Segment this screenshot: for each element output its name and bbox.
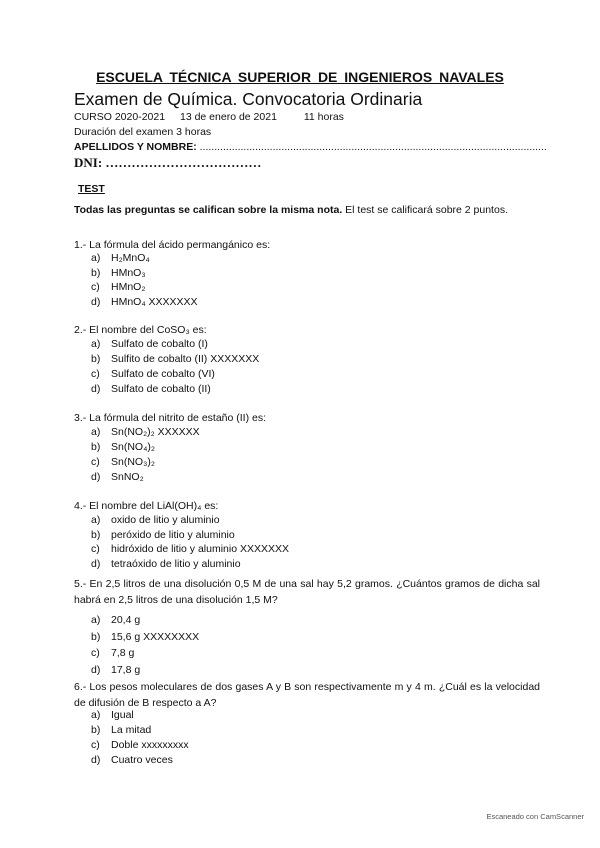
scanner-watermark: Escaneado con CamScanner bbox=[486, 812, 584, 821]
dni-dots: ……………………………… bbox=[105, 155, 262, 170]
option-2b: b) Sulfito de cobalto (II) XXXXXXX bbox=[91, 353, 260, 365]
option-1a: a) H₂MnO₄ bbox=[91, 252, 150, 264]
exam-date: 13 de enero de 2021 bbox=[179, 111, 277, 123]
option-2a: a) Sulfato de cobalto (I) bbox=[91, 338, 208, 350]
option-3c: c) Sn(NO₃)₂ bbox=[91, 456, 155, 468]
exam-time: 11 horas bbox=[303, 111, 344, 123]
school-name: ESCUELA TÉCNICA SUPERIOR DE INGENIEROS NAVALES bbox=[96, 69, 504, 85]
names-label: APELLIDOS Y NOMBRE: bbox=[74, 141, 197, 153]
option-3d: d) SnNO₂ bbox=[91, 471, 144, 483]
dni-field bbox=[74, 155, 261, 171]
question-5: 5.- En 2,5 litros de una disolución 0,5 M de una sal hay 5,2 gramos. ¿Cuántos gramos de dicha sal habrá en 2,5 litros de una disolución 1,5 M? bbox=[74, 578, 540, 606]
duration: Duración del examen 3 horas bbox=[74, 126, 212, 138]
option-6b: b) La mitad bbox=[91, 724, 152, 736]
test-heading: TEST bbox=[78, 183, 105, 195]
option-5c: c) 7,8 g bbox=[91, 647, 135, 659]
names-field bbox=[74, 141, 547, 153]
question-6: 6.- Los pesos moleculares de dos gases A y B son respectivamente m y 4 m. ¿Cuál es la velocidad de difusión de B respecto a A? bbox=[74, 681, 540, 709]
option-5a: a) 20,4 g bbox=[91, 614, 141, 626]
instructions bbox=[74, 204, 508, 216]
instructions-bold: Todas las preguntas se califican sobre la misma nota. bbox=[74, 204, 343, 216]
option-4a: a) oxido de litio y aluminio bbox=[91, 514, 220, 526]
option-1c: c) HMnO₂ bbox=[91, 281, 146, 293]
option-4c: c) hidróxido de litio y aluminio XXXXXXX bbox=[91, 543, 290, 555]
question-1: 1.- La fórmula del ácido permangánico es: bbox=[74, 239, 271, 251]
option-5b: b) 15,6 g XXXXXXXX bbox=[91, 630, 200, 643]
question-2: 2.- El nombre del CoSO₃ es: bbox=[74, 324, 207, 336]
option-5d: d) 17,8 g bbox=[91, 663, 141, 676]
dni-label: DNI: bbox=[74, 155, 103, 170]
question-6-options bbox=[91, 708, 189, 768]
option-6a: a) Igual bbox=[91, 709, 134, 721]
question-2-options bbox=[91, 337, 259, 397]
option-6c: c) Doble xxxxxxxxx bbox=[91, 739, 189, 751]
option-3a: a) Sn(NO₂)₂ XXXXXX bbox=[91, 426, 200, 438]
question-3: 3.- La fórmula del nitrito de estaño (II) es: bbox=[74, 412, 267, 424]
option-2c: c) Sulfato de cobalto (VI) bbox=[91, 368, 215, 380]
option-1d: d) HMnO₄ XXXXXXX bbox=[91, 295, 198, 308]
option-4d: d) tetraóxido de litio y aluminio bbox=[91, 557, 241, 570]
question-4: 4.- El nombre del LiAl(OH)₄ es: bbox=[74, 500, 219, 512]
option-3b: b) Sn(NO₄)₂ bbox=[91, 441, 155, 453]
question-5-options bbox=[91, 612, 199, 678]
instructions-rest: El test se calificará sobre 2 puntos. bbox=[342, 204, 508, 216]
option-4b: b) peróxido de litio y aluminio bbox=[91, 528, 235, 541]
course: CURSO 2020-2021 bbox=[74, 111, 166, 123]
question-4-options bbox=[91, 513, 289, 571]
exam-title: Examen de Química. Convocatoria Ordinaria bbox=[74, 89, 423, 109]
question-3-options bbox=[91, 425, 200, 485]
option-1b: b) HMnO₃ bbox=[91, 266, 146, 279]
option-2d: d) Sulfato de cobalto (II) bbox=[91, 383, 211, 395]
option-6d: d) Cuatro veces bbox=[91, 754, 173, 766]
course-line bbox=[74, 111, 344, 123]
names-dots: ....................................................................................................................... bbox=[199, 141, 547, 153]
question-1-options bbox=[91, 251, 198, 309]
